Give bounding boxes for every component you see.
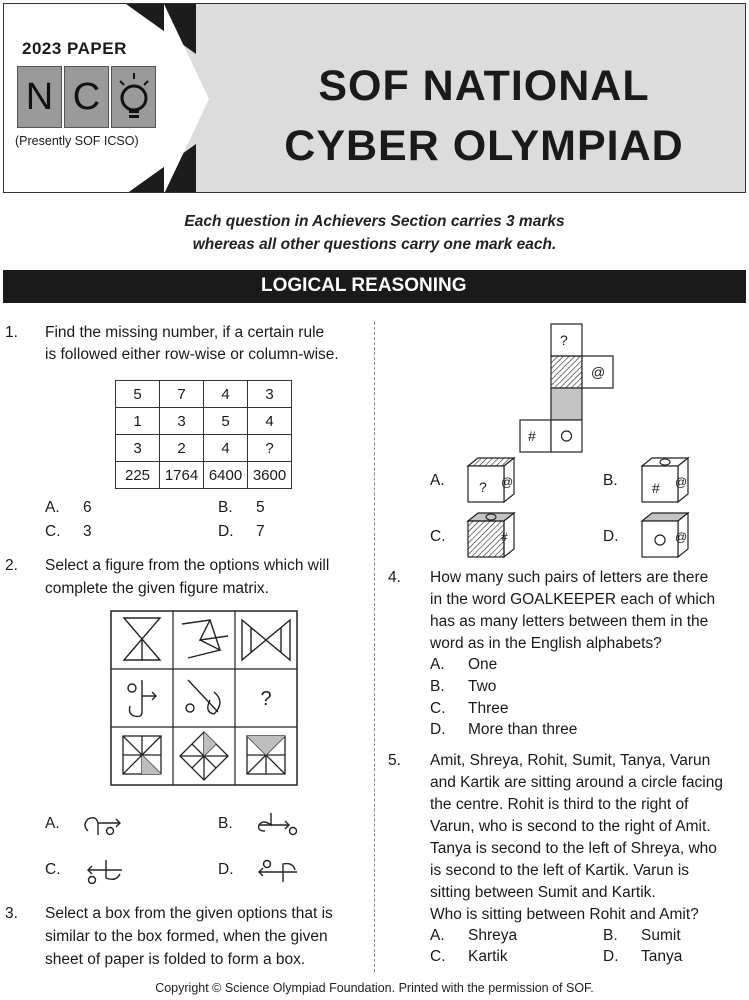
table-cell: 1764 — [160, 462, 204, 489]
table-cell: 4 — [248, 408, 292, 435]
table-cell: 5 — [204, 408, 248, 435]
q2-number: 2. — [5, 557, 18, 574]
q1-option-d-letter: D. — [218, 523, 234, 540]
q2-option-d-letter: D. — [218, 861, 234, 878]
q5-option-b-letter: B. — [603, 927, 618, 944]
q4-option-b-text[interactable]: Two — [468, 678, 497, 695]
q4-number: 4. — [388, 569, 401, 586]
q1-text-line1: Find the missing number, if a certain rule — [45, 324, 325, 341]
lightbulb-icon — [114, 68, 154, 126]
q1-option-a-text[interactable]: 6 — [83, 499, 92, 516]
table-row — [116, 435, 292, 462]
q3-option-c-cube[interactable] — [466, 511, 516, 559]
q5-option-d-letter: D. — [603, 948, 619, 965]
cube-d-side: @ — [675, 530, 688, 544]
q4-text-line1: How many such pairs of letters are there — [430, 569, 709, 586]
cube-a-front: ? — [479, 479, 487, 495]
q1-number: 1. — [5, 324, 18, 341]
table-cell: ? — [248, 435, 292, 462]
q2-option-b-figure[interactable] — [253, 809, 303, 839]
q4-text-line3: has as many letters between them in the — [430, 613, 709, 630]
q2-option-d-figure[interactable] — [253, 856, 303, 886]
q3-option-b-letter: B. — [603, 472, 618, 489]
cube-b-side: @ — [675, 475, 688, 489]
q5-option-b-text[interactable]: Sumit — [641, 927, 681, 944]
q2-option-a-letter: A. — [45, 815, 60, 832]
nco-letter-n: N — [17, 66, 62, 128]
table-cell: 4 — [204, 381, 248, 408]
cube-c-side: # — [501, 530, 508, 544]
olympiad-title-line2: CYBER OLYMPIAD — [284, 122, 684, 170]
nco-letter-o — [111, 66, 156, 128]
table-cell: 3 — [160, 408, 204, 435]
table-cell: 225 — [116, 462, 160, 489]
table-row — [116, 408, 292, 435]
q2-question-mark: ? — [260, 688, 272, 710]
q1-option-c-letter: C. — [45, 523, 61, 540]
q1-number-table — [115, 380, 292, 489]
q3-option-c-letter: C. — [430, 528, 446, 545]
table-cell: 5 — [116, 381, 160, 408]
q3-text-line2: similar to the box formed, when the given — [45, 928, 328, 945]
q3-text-line3: sheet of paper is folded to form a box. — [45, 951, 306, 968]
section-title: LOGICAL REASONING — [261, 275, 467, 296]
q5-line: sitting between Sumit and Kartik. — [430, 884, 656, 901]
cube-b-front: # — [652, 480, 660, 496]
q4-option-c-text[interactable]: Three — [468, 700, 509, 717]
instruction-line-1: Each question in Achievers Section carries 3 marks — [184, 213, 565, 230]
table-cell: 3600 — [248, 462, 292, 489]
q1-option-b-text[interactable]: 5 — [256, 499, 265, 516]
q4-text-line4: word as in the English alphabets? — [430, 635, 662, 652]
table-cell: 6400 — [204, 462, 248, 489]
q3-number: 3. — [5, 905, 18, 922]
table-cell: 7 — [160, 381, 204, 408]
net-at-symbol: @ — [591, 364, 606, 380]
q5-option-c-letter: C. — [430, 948, 446, 965]
q3-text-line1: Select a box from the given options that is — [45, 905, 333, 922]
table-row — [116, 462, 292, 489]
q1-option-d-text[interactable]: 7 — [256, 523, 265, 540]
former-name-label: (Presently SOF ICSO) — [15, 134, 139, 148]
q5-line: Tanya is second to the left of Shreya, who — [430, 840, 717, 857]
q1-option-b-letter: B. — [218, 499, 233, 516]
q5-line: Varun, who is second to the right of Amit. — [430, 818, 711, 835]
q5-number: 5. — [388, 752, 401, 769]
q5-line: Amit, Shreya, Rohit, Sumit, Tanya, Varun — [430, 752, 711, 769]
q5-option-a-letter: A. — [430, 927, 445, 944]
paper-header — [3, 3, 746, 193]
paper-year-label: 2023 PAPER — [22, 39, 127, 58]
olympiad-title-line1: SOF NATIONAL — [318, 62, 650, 110]
table-cell: 2 — [160, 435, 204, 462]
table-row — [116, 381, 292, 408]
q4-option-d-letter: D. — [430, 721, 446, 738]
q4-option-a-letter: A. — [430, 656, 445, 673]
copyright-footer: Copyright © Science Olympiad Foundation. Printed with the permission of SOF. — [155, 981, 594, 995]
q2-option-c-figure[interactable] — [80, 856, 130, 886]
q5-option-d-text[interactable]: Tanya — [641, 948, 683, 965]
q4-option-d-text[interactable]: More than three — [468, 721, 578, 738]
q2-option-c-letter: C. — [45, 861, 61, 878]
q2-option-b-letter: B. — [218, 815, 233, 832]
q2-text-line1: Select a figure from the options which will — [45, 557, 330, 574]
q5-option-c-text[interactable]: Kartik — [468, 948, 508, 965]
table-cell: 3 — [116, 435, 160, 462]
q4-option-a-text[interactable]: One — [468, 656, 498, 673]
q5-line: Who is sitting between Rohit and Amit? — [430, 906, 699, 923]
q2-figure-matrix — [110, 610, 300, 786]
q1-text-line2: is followed either row-wise or column-wise. — [45, 346, 339, 363]
nco-logo — [17, 66, 156, 128]
q4-text-line2: in the word GOALKEEPER each of which — [430, 591, 716, 608]
q2-text-line2: complete the given figure matrix. — [45, 580, 269, 597]
header-arrow — [164, 4, 209, 193]
q1-option-a-letter: A. — [45, 499, 60, 516]
q1-option-c-text[interactable]: 3 — [83, 523, 92, 540]
q5-line: the centre. Rohit is third to the right of — [430, 796, 689, 813]
q5-line: and Kartik are sitting around a circle facing — [430, 774, 723, 791]
q3-option-d-letter: D. — [603, 528, 619, 545]
column-divider — [374, 322, 375, 972]
q5-line: is second to the left of Kartik. Varun is — [430, 862, 690, 879]
net-question-mark: ? — [560, 332, 568, 348]
section-title-bar — [3, 270, 746, 303]
net-hash-symbol: # — [528, 428, 536, 444]
q3-option-a-letter: A. — [430, 472, 445, 489]
q4-option-b-letter: B. — [430, 678, 445, 695]
q4-option-c-letter: C. — [430, 700, 446, 717]
instruction-line-2: whereas all other questions carry one mark each. — [192, 236, 557, 253]
table-cell: 3 — [248, 381, 292, 408]
cube-a-side: @ — [501, 475, 514, 489]
q2-option-a-figure[interactable] — [80, 809, 130, 839]
q5-option-a-text[interactable]: Shreya — [468, 927, 518, 944]
table-cell: 1 — [116, 408, 160, 435]
nco-letter-c: C — [64, 66, 109, 128]
table-cell: 4 — [204, 435, 248, 462]
